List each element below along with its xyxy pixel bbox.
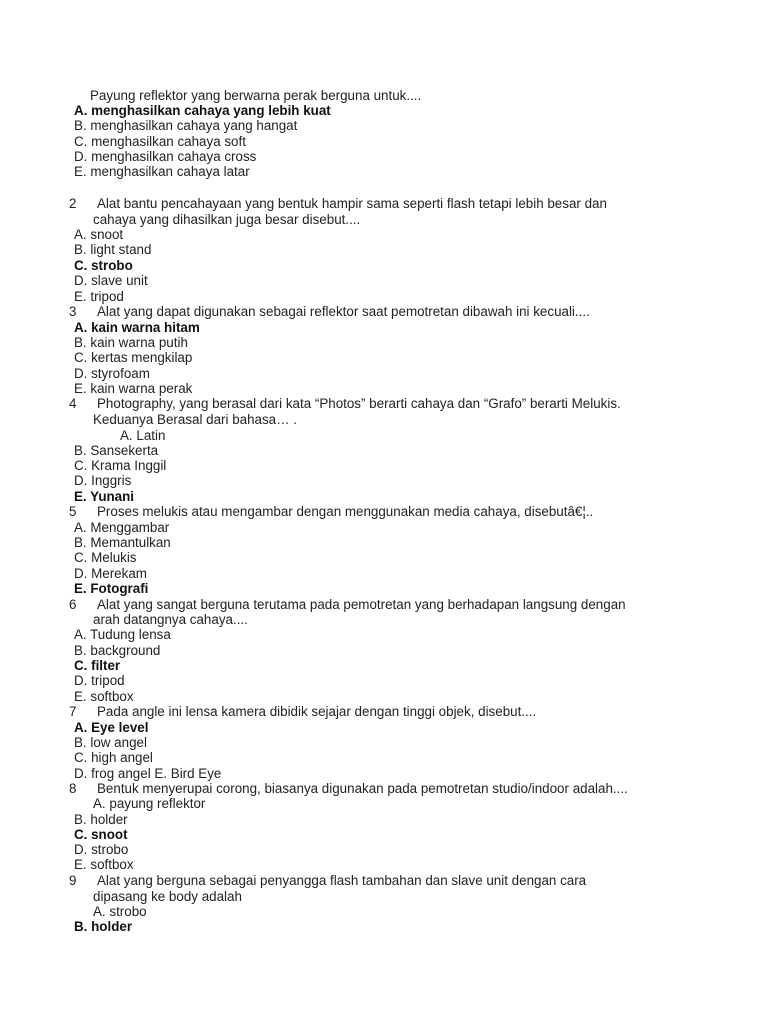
option: B. low angel (74, 735, 147, 750)
option: A. snoot (74, 227, 124, 242)
option: C. menghasilkan cahaya soft (74, 134, 246, 149)
option: E. softbox (74, 857, 134, 872)
question-text: Alat bantu pencahayaan yang bentuk hampir sama seperti flash tetapi lebih besar dan (97, 196, 607, 211)
question-text: Alat yang sangat berguna terutama pada pemotretan yang berhadapan langsung dengan (97, 597, 626, 612)
option: C. high angel (74, 750, 153, 765)
question-number: 3 (69, 304, 77, 319)
option: A. Tudung lensa (74, 627, 171, 642)
question-text: Alat yang dapat digunakan sebagai reflektor saat pemotretan dibawah ini kecuali.... (97, 304, 590, 319)
option: B. holder (74, 812, 128, 827)
option-correct: C. snoot (74, 827, 128, 842)
question-number: 4 (69, 396, 77, 411)
option-correct: C. strobo (74, 258, 133, 273)
option: B. background (74, 643, 161, 658)
option: B. menghasilkan cahaya yang hangat (74, 118, 298, 133)
option: D. menghasilkan cahaya cross (74, 149, 257, 164)
question-number: 7 (69, 704, 77, 719)
question-text: Photography, yang berasal dari kata “Photos” berarti cahaya dan “Grafo” berarti Melukis. (97, 396, 621, 411)
option: B. light stand (74, 242, 152, 257)
option: D. Inggris (74, 473, 132, 488)
question-number: 2 (69, 196, 77, 211)
option-correct: E. Fotografi (74, 581, 149, 596)
option: A. payung reflektor (93, 796, 206, 811)
option: E. tripod (74, 289, 124, 304)
question-number: 8 (69, 781, 77, 796)
option: D. frog angel E. Bird Eye (74, 766, 222, 781)
option: E. softbox (74, 689, 134, 704)
option: D. slave unit (74, 273, 148, 288)
question-text: arah datangnya cahaya.... (93, 612, 248, 627)
question-text: Bentuk menyerupai corong, biasanya digunakan pada pemotretan studio/indoor adalah.... (97, 781, 628, 796)
option-correct: B. holder (74, 919, 133, 934)
option-correct: A. Eye level (74, 720, 149, 735)
question-number: 9 (69, 873, 77, 888)
option-correct: A. menghasilkan cahaya yang lebih kuat (74, 103, 331, 118)
option: C. Melukis (74, 550, 137, 565)
option: D. strobo (74, 842, 129, 857)
option: D. Merekam (74, 566, 147, 581)
option: D. tripod (74, 673, 125, 688)
option: A. Menggambar (74, 520, 170, 535)
question-text: Pada angle ini lensa kamera dibidik sejajar dengan tinggi objek, disebut.... (97, 704, 537, 719)
option: B. Memantulkan (74, 535, 171, 550)
option: A. Latin (120, 428, 166, 443)
question-text: dipasang ke body adalah (93, 889, 242, 904)
option: C. kertas mengkilap (74, 350, 193, 365)
option: E. menghasilkan cahaya latar (74, 164, 250, 179)
question-text: cahaya yang dihasilkan juga besar disebut.... (93, 212, 361, 227)
question-number: 5 (69, 504, 77, 519)
option: B. kain warna putih (74, 335, 188, 350)
option-correct: E. Yunani (74, 489, 135, 504)
option-correct: A. kain warna hitam (74, 320, 200, 335)
question-text: Payung reflektor yang berwarna perak berguna untuk.... (90, 88, 422, 103)
question-text: Alat yang berguna sebagai penyangga flash tambahan dan slave unit dengan cara (97, 873, 587, 888)
option: B. Sansekerta (74, 443, 159, 458)
option-correct: C. filter (74, 658, 121, 673)
option: A. strobo (93, 904, 147, 919)
question-number: 6 (69, 597, 77, 612)
option: D. styrofoam (74, 366, 150, 381)
question-text: Keduanya Berasal dari bahasa… . (93, 412, 297, 427)
option: E. kain warna perak (74, 381, 193, 396)
option: C. Krama Inggil (74, 458, 167, 473)
question-text: Proses melukis atau mengambar dengan menggunakan media cahaya, disebutâ€¦.. (97, 504, 594, 519)
